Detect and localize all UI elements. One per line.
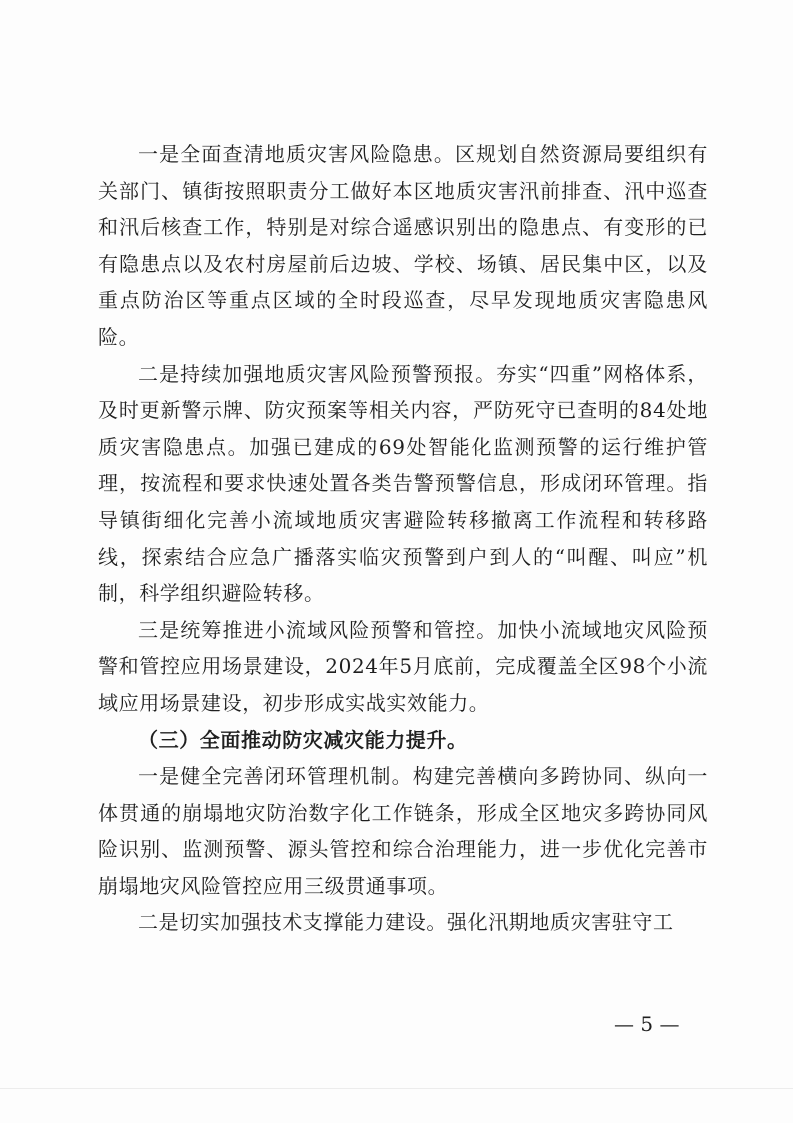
scan-edge-divider xyxy=(0,1088,793,1089)
paragraph-risk-warning: 二是持续加强地质灾害风险预警预报。夯实“四重”网格体系，及时更新警示牌、防灾预案等相关内容，严防死守已查明的84处地质灾害隐患点。加强已建成的69处智能化监测预警的运行维护管理，按流程和要求快速处置各类告警预警信息，形成闭环管理。指导镇街细化完善小流域地质灾害避险转移撤离工作流程和转移路线，探索结合应急广播落实临灾预警到户到人的“叫醒、叫应”机制，科学组织避险转移。 xyxy=(98,361,708,606)
paragraph-small-watershed: 三是统筹推进小流域风险预警和管控。加快小流域地灾风险预警和管控应用场景建设，2024年5月底前，完成覆盖全区98个小流域应用场景建设，初步形成实战实效能力。 xyxy=(98,617,708,715)
paragraph-closed-loop-mechanism: 一是健全完善闭环管理机制。构建完善横向多跨协同、纵向一体贯通的崩塌地灾防治数字化工作链条，形成全区地灾多跨协同风险识别、监测预警、源头管控和综合治理能力，进一步优化完善市崩塌地灾风险管控应用三级贯通事项。 xyxy=(98,764,708,898)
section-heading: （三）全面推动防灾减灾能力提升。 xyxy=(138,727,468,752)
page-number: — 5 — xyxy=(614,1012,680,1036)
paragraph-technical-support: 二是切实加强技术支撑能力建设。强化汛期地质灾害驻守工 xyxy=(138,910,674,935)
document-body xyxy=(98,136,708,941)
paragraph-geohazard-investigation: 一是全面查清地质灾害风险隐患。区规划自然资源局要组织有关部门、镇街按照职责分工做好本区地质灾害汛前排查、汛中巡查和汛后核查工作，特别是对综合遥感识别出的隐患点、有变形的已有隐患点以及农村房屋前后边坡、学校、场镇、居民集中区，以及重点防治区等重点区域的全时段巡查，尽早发现地质灾害隐患风险。 xyxy=(98,142,708,349)
